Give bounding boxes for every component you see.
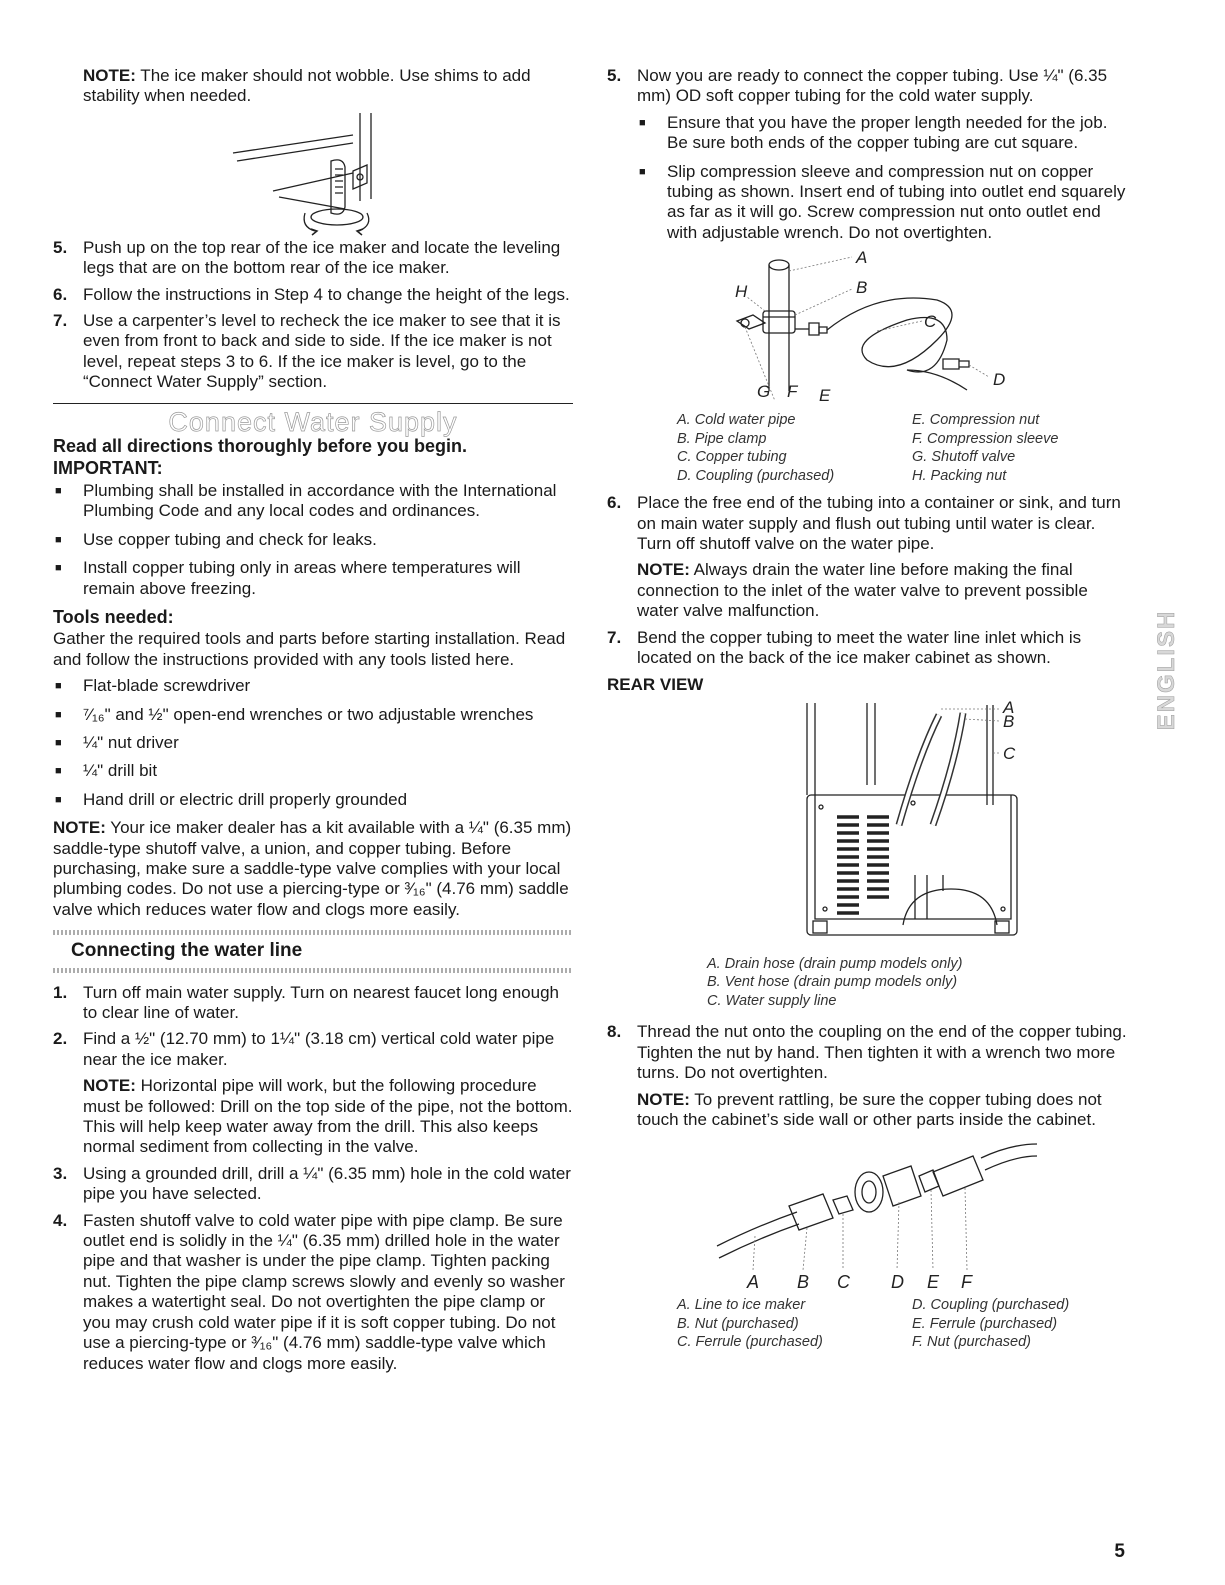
edge-tab-label: ENGLISH (1153, 609, 1180, 731)
rear-view-illustration (707, 695, 1027, 955)
note-text: Your ice maker dealer has a kit available with a ¼" (6.35 mm) saddle-type shutoff valve, a union, and copper tubing. Before purchasing, make sure a saddle-type valve complies with your local plumbing codes. Do not use a piercing-type or ³⁄₁₆" (4.76 mm) saddle valve which reduces water flow and clogs more easily. (53, 818, 572, 919)
list-item: ■ Use copper tubing and check for leaks. (53, 530, 573, 550)
section-divider (53, 403, 573, 404)
note-label: NOTE: (83, 66, 136, 85)
caption-item: B. Pipe clamp (677, 430, 767, 447)
right-column (607, 66, 1127, 1352)
note-kit (53, 818, 573, 920)
important-list (53, 481, 573, 599)
fig1-label-c: C (924, 312, 937, 332)
fig3-label-a: A (747, 1272, 760, 1293)
fig1-caption (607, 411, 1127, 485)
caption-item: F. Nut (purchased) (912, 1334, 1032, 1351)
list-item: ■ Flat-blade screwdriver (53, 676, 573, 696)
tools-list (53, 676, 573, 810)
page-number: 5 (1114, 1541, 1125, 1562)
fig1-label-a: A (856, 251, 868, 268)
caption-item: A. Drain hose (drain pump models only) (707, 955, 963, 972)
list-item: 7. Use a carpenter’s level to recheck the ice maker to see that it is even from front to back and side to side. If the ice maker is not level, repeat steps 3 to 6. If the ice maker is level, go to the “Connect Water Supply” section. (53, 311, 561, 392)
tools-heading: Tools needed: (53, 606, 174, 627)
caption-item: E. Compression nut (912, 412, 1040, 429)
list-item: 2. Find a ½" (12.70 mm) to 1¼" (3.18 cm) vertical cold water pipe near the ice maker. NOTE: Horizontal pipe will work, but the following procedure must be followed: Drill on the top side of the pipe, not the bottom. This will help keep water away from the drill. This also keeps normal sediment from collecting in the valve. (53, 1029, 573, 1157)
caption-item: A. Line to ice maker (677, 1297, 806, 1314)
list-item: 6. Place the free end of the tubing into a container or sink, and turn on main water supply and flush out tubing until water is clear. Turn off shutoff valve on the water pipe. NOTE: Always drain the water line before making the final connection to the inlet of the water valve to prevent possible water valve malfunction. (607, 493, 1127, 621)
step5-bullets (637, 113, 1127, 243)
note-drain (637, 560, 1127, 621)
leveling-steps (53, 238, 573, 393)
list-item: ■ ⁷⁄₁₆" and ½" open-end wrenches or two adjustable wrenches (53, 705, 573, 725)
note-label: NOTE: (637, 1089, 690, 1109)
fig1-label-e: E (819, 386, 831, 406)
note-text: To prevent rattling, be sure the copper tubing does not touch the cabinet’s side wall or other parts inside the cabinet. (637, 1089, 1102, 1130)
fig3-label-b: B (797, 1272, 810, 1293)
note-horizontal-pipe (83, 1076, 573, 1158)
list-item: ■ Ensure that you have the proper length needed for the job. Be sure both ends of the copper tubing are cut square. (637, 113, 1127, 154)
caption-item: E. Ferrule (purchased) (912, 1315, 1058, 1332)
list-item: ■ Hand drill or electric drill properly grounded (53, 790, 573, 810)
section-title: Connect Water Supply (168, 406, 458, 437)
caption-item: C. Water supply line (707, 992, 837, 1009)
fig1-label-g: G (757, 382, 771, 402)
caption-item: C. Copper tubing (677, 449, 787, 466)
list-item: 6. Follow the instructions in Step 4 to change the height of the legs. (53, 284, 570, 304)
fig1-label-b: B (856, 278, 868, 298)
note-text: The ice maker should not wobble. Use shims to add stability when needed. (83, 66, 531, 106)
caption-item: G. Shutoff valve (912, 449, 1016, 466)
caption-item: F. Compression sleeve (912, 430, 1059, 447)
note-label: NOTE: (53, 818, 106, 838)
caption-item: B. Vent hose (drain pump models only) (707, 974, 958, 991)
note-text: Always drain the water line before making the final connection to the inlet of the water valve to prevent possible water valve malfunction. (637, 560, 1088, 621)
caption-item: A. Cold water pipe (677, 412, 796, 429)
note-text: Horizontal pipe will work, but the following procedure must be followed: Drill on the top side of the pipe, not the bottom. This will help keep water away from the drill. This also keeps normal sediment from collecting in the valve. (83, 1076, 573, 1157)
list-item: 7. Bend the copper tubing to meet the water line inlet which is located on the back of the ice maker cabinet as shown. (607, 627, 1082, 668)
list-item: 1. Turn off main water supply. Turn on nearest faucet long enough to clear line of water. (53, 982, 559, 1022)
list-item: ■ Plumbing shall be installed in accordance with the International Plumbing Code and any local codes and ordinances. (53, 481, 573, 522)
caption-item: H. Packing nut (912, 467, 1007, 484)
list-item: ■ Install copper tubing only in areas where temperatures will remain above freezing. (53, 558, 573, 599)
language-edge-tab (1150, 578, 1184, 762)
fig3-label-f: F (961, 1272, 972, 1293)
list-item: 8. Thread the nut onto the coupling on the end of the copper tubing. Tighten the nut by hand. Then tighten it with a wrench two more turns. Do not overtighten. NOTE: To prevent rattling, be sure the copper tubing does not touch the cabinet’s side wall or other parts inside the cabinet. (607, 1022, 1127, 1130)
fig2-label-a: A (1003, 697, 1015, 717)
caption-item: C. Ferrule (purchased) (677, 1334, 823, 1351)
caption-item: B. Nut (purchased) (677, 1315, 799, 1332)
important-heading: IMPORTANT: (53, 458, 163, 479)
fig2-caption (607, 955, 1127, 1011)
list-item: ■ Slip compression sleeve and compression nut on copper tubing as shown. Insert end of tubing into outlet end squarely as far as it will go. Screw compression nut onto outlet end with adjustable wrench. Do not overtighten. (637, 162, 1127, 244)
left-column (53, 66, 573, 1380)
fig3-caption (607, 1296, 1127, 1352)
fig1-label-h: H (735, 282, 748, 302)
read-all-heading: Read all directions thoroughly before you begin. (53, 436, 468, 457)
subsection-title: Connecting the water line (71, 940, 303, 962)
tools-intro: Gather the required tools and parts before starting installation. Read and follow the instructions provided with any tools listed here. (53, 629, 566, 669)
water-line-steps (53, 983, 573, 1374)
fig3-label-d: D (891, 1272, 904, 1293)
note-wobble (53, 66, 573, 107)
fig3-label-c: C (837, 1272, 850, 1293)
list-item: 4. Fasten shutoff valve to cold water pipe with pipe clamp. Be sure outlet end is solidly in the ¼" (6.35 mm) drilled hole in the water pipe and that washer is under the pipe clamp. Tighten packing nut. Tighten the pipe clamp screws slowly and evenly so washer makes a watertight seal. Do not overtighten the pipe clamp or you may crush cold water pipe if it is soft copper tubing. Do not use a piercing-type or ³⁄₁₆" (4.76 mm) saddle-type valve which reduces water flow and clogs more easily. (53, 1210, 565, 1373)
fig1-label-f: F (787, 382, 798, 402)
fig2-label-b: B (1003, 711, 1015, 731)
rear-view-heading: REAR VIEW (607, 674, 704, 694)
fig1-label-d: D (993, 370, 1006, 390)
note-label: NOTE: (637, 560, 690, 580)
list-item: 5. Now you are ready to connect the copper tubing. Use ¼" (6.35 mm) OD soft copper tubing for the cold water supply. ■ Ensure that you have the proper length needed for the job. Be sure both ends of the copper tubing are cut square. ■ Slip compression sleeve and compression nut on copper tubing as shown. Insert end of tubing into outlet end squarely as far as it will go. Screw compression nut onto outlet end with adjustable wrench. Do not overtighten. (607, 66, 1127, 243)
shutoff-valve-illustration (717, 251, 1017, 411)
caption-item: D. Coupling (purchased) (677, 467, 835, 484)
caption-item: D. Coupling (purchased) (912, 1297, 1070, 1314)
coupling-illustration (697, 1136, 1037, 1296)
list-item: 3. Using a grounded drill, drill a ¼" (6.35 mm) hole in the cold water pipe you have selected. (53, 1163, 571, 1204)
list-item: ■ ¼" nut driver (53, 733, 573, 753)
note-label: NOTE: (83, 1076, 136, 1096)
hatched-divider (53, 930, 573, 935)
fig3-label-e: E (927, 1272, 940, 1293)
leveling-leg-illustration (213, 113, 413, 238)
list-item: ■ ¼" drill bit (53, 761, 573, 781)
hatched-divider (53, 968, 573, 973)
list-item: 5. Push up on the top rear of the ice maker and locate the leveling legs that are on the bottom rear of the ice maker. (53, 237, 561, 278)
note-rattling (637, 1090, 1127, 1131)
fig2-label-c: C (1003, 743, 1016, 763)
